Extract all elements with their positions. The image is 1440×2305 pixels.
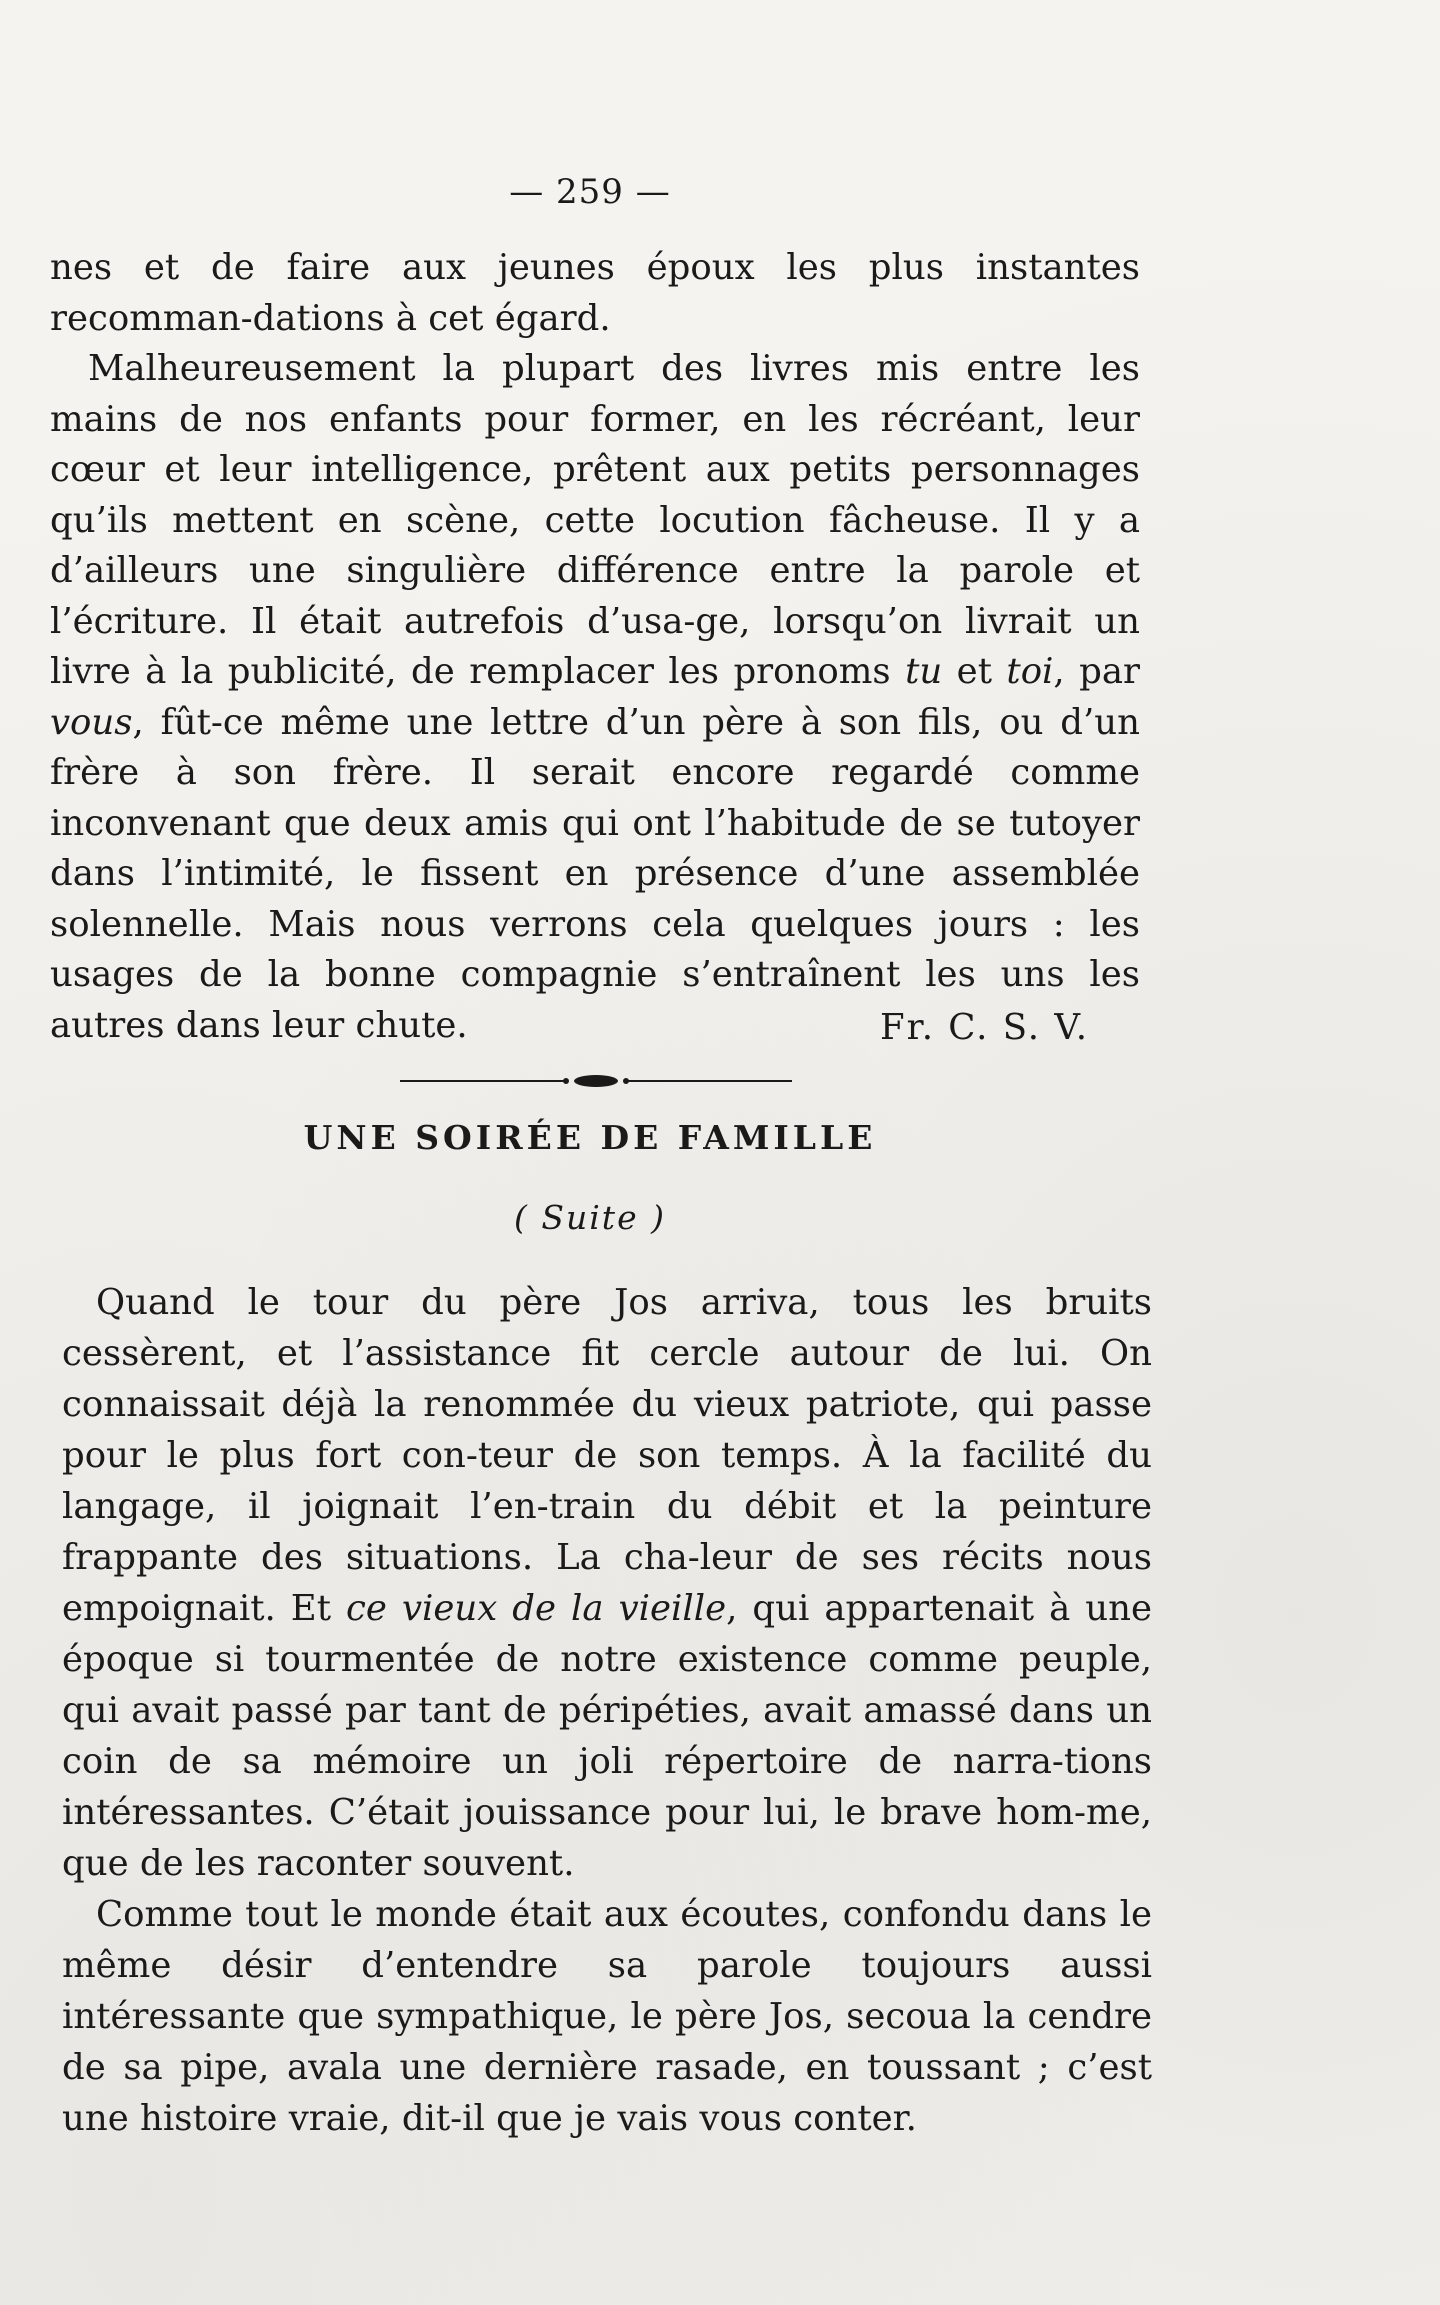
paragraph-text: Quand le tour du père Jos arriva, tous les bruits cessèrent, et l’assistance fit cercle autour de lui. On connaissait déjà la renommée du vieux patriote, qui passe pour le plus fort con-teur de son temps. À la facilité du langage, il joignait l’en-train du débit et la peinture frappante des situations. La cha-leur de ses récits nous empoignait. Et: [62, 1282, 1152, 1629]
paragraph-text: , par: [1053, 651, 1141, 692]
author-signature: Fr. C. S. V.: [880, 1007, 1090, 1048]
page-number: — 259 —: [509, 172, 671, 212]
paragraph: [50, 243, 1140, 344]
paragraph: [62, 1277, 1152, 1889]
paragraph-text: et: [942, 651, 1007, 692]
italic-phrase: ce vieux de la vieille: [346, 1588, 727, 1629]
paragraph-text: , qui appartenait à une époque si tourmentée de notre existence comme peuple, qui avait passé par tant de péripéties, avait amassé dans un coin de sa mémoire un joli répertoire de narra-tions intéressantes. C’était jouissance pour lui, le brave hom-me, que de les raconter souvent.: [62, 1588, 1153, 1884]
text-block-top: [50, 243, 1140, 1051]
paragraph: [62, 1889, 1152, 2144]
paragraph-text: , fût-ce même une lettre d’un père à son fils, ou d’un frère à son frère. Il serait encore regardé comme inconvenant que deux amis qui ont l’habitude de se tutoyer dans l’intimité, le fissent en présence d’une assemblée solennelle. Mais nous verrons cela quelques jours : les usages de la bonne compagnie s’entraînent les uns les autres dans leur chute.: [50, 701, 1140, 1046]
paragraph-text: Comme tout le monde était aux écoutes, confondu dans le même désir d’entendre sa parole toujours aussi intéressante que sympathique, le père Jos, secoua la cendre de sa pipe, avala une dernière rasade, en toussant ; c’est une histoire vraie, dit-il que je vais vous conter.: [62, 1894, 1152, 2139]
divider-dot-right: [623, 1078, 629, 1084]
divider-center-lozenge: [574, 1075, 618, 1087]
paragraph-text: nes et de faire aux jeunes époux les plus instantes recomman-dations à cet égard.: [50, 247, 1140, 339]
italic-word: tu: [905, 651, 943, 692]
italic-word: toi: [1006, 651, 1054, 692]
section-subtitle: ( Suite ): [514, 1198, 666, 1237]
paragraph: [50, 344, 1140, 1051]
text-block-bottom: [62, 1277, 1152, 2144]
paragraph-text: Malheureusement la plupart des livres mis entre les mains de nos enfants pour former, en les récréant, leur cœur et leur intelligence, prêtent aux petits personnages qu’ils mettent en scène, cette locution fâcheuse. Il y a d’ailleurs une singulière différence entre la parole et l’écriture. Il était autrefois d’usa-ge, lorsqu’on livrait un livre à la publicité, de remplacer les pronoms: [50, 348, 1140, 692]
section-divider-ornament: [400, 1068, 792, 1094]
divider-dot-left: [563, 1078, 569, 1084]
italic-word: vous: [50, 701, 133, 743]
section-title: UNE SOIRÉE DE FAMILLE: [303, 1118, 877, 1157]
